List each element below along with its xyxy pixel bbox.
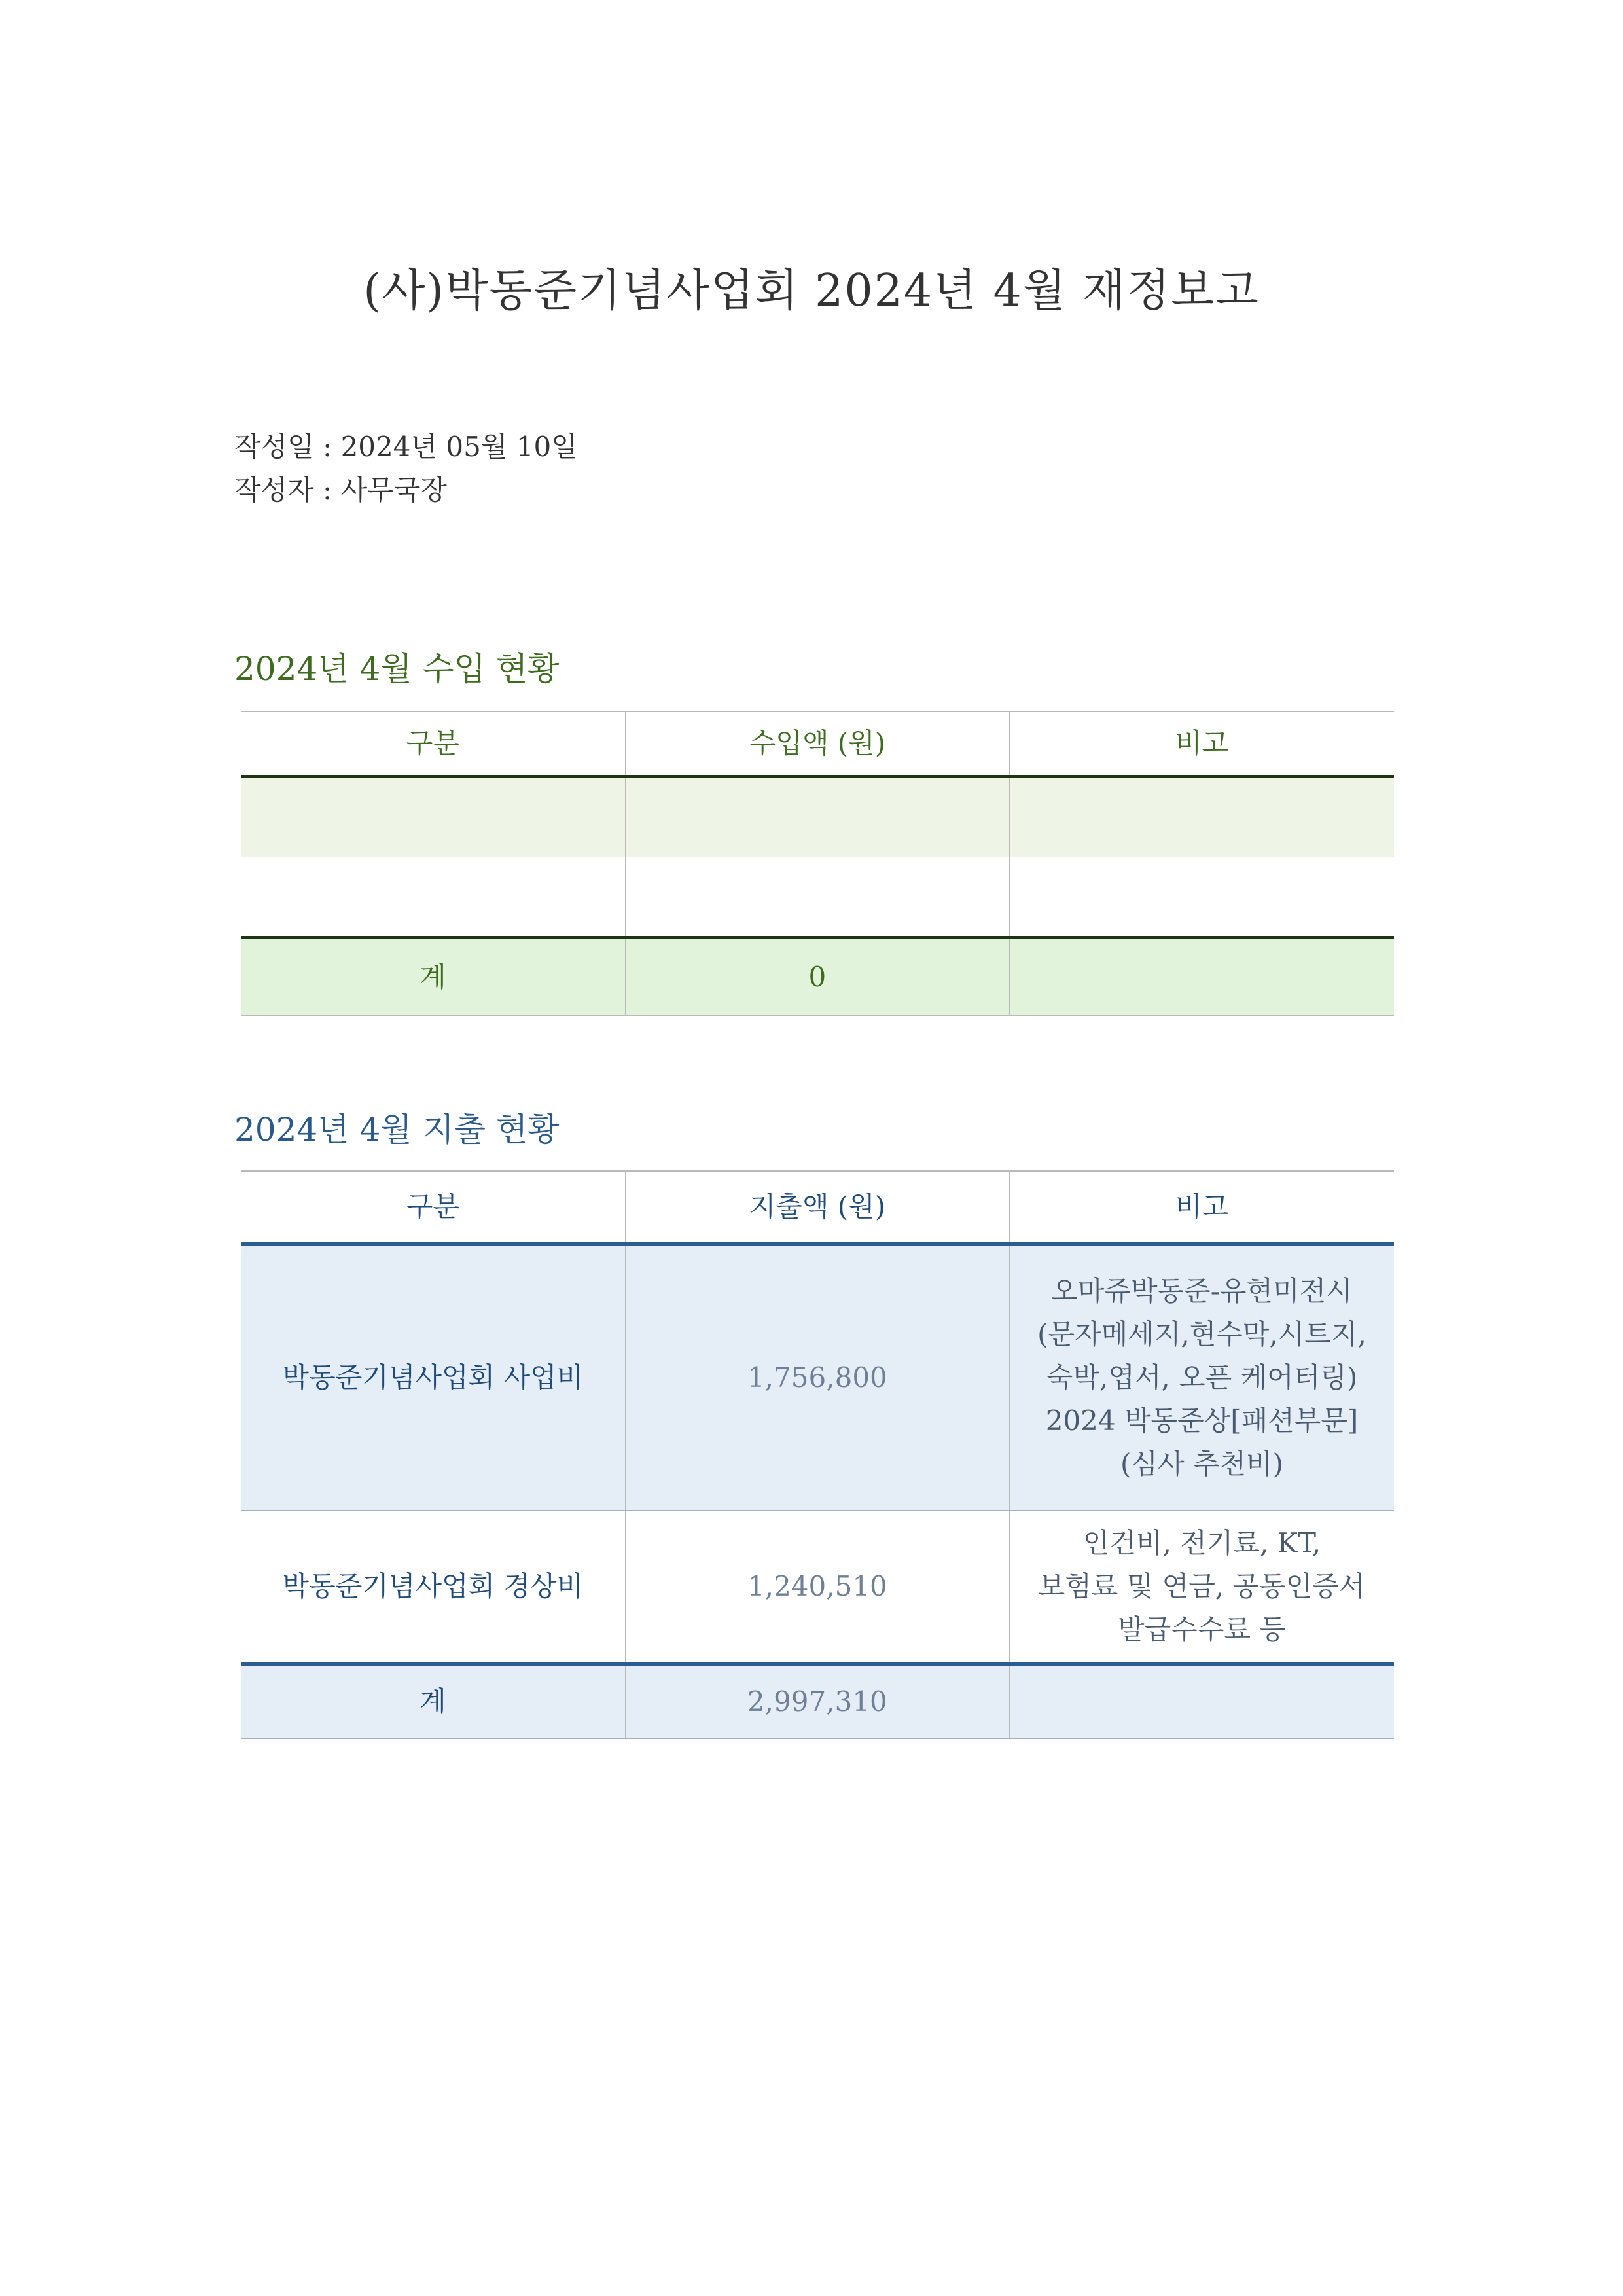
income-amount-cell <box>625 857 1009 938</box>
income-total-row <box>241 938 1394 1016</box>
expense-section-title: 2024년 4월 지출 현황 <box>234 1111 560 1149</box>
income-header-note: 비고 <box>1010 711 1394 777</box>
expense-amount-cell: 1,240,510 <box>625 1511 1009 1664</box>
income-amount-cell <box>625 777 1009 857</box>
expense-header-note: 비고 <box>1010 1171 1394 1244</box>
expense-total-amount: 2,997,310 <box>625 1664 1009 1739</box>
income-section-title: 2024년 4월 수입 현황 <box>234 650 560 688</box>
income-note-cell <box>1010 777 1394 857</box>
expense-table <box>241 1170 1394 1739</box>
income-note-cell <box>1010 857 1394 938</box>
date-line: 작성일 : 2024년 05월 10일 <box>234 431 578 463</box>
expense-total-note <box>1010 1664 1394 1739</box>
expense-note-cell: 인건비, 전기료, KT, 보험료 및 연금, 공동인증서 발급수수료 등 <box>1010 1511 1394 1664</box>
expense-header-category: 구분 <box>241 1171 625 1244</box>
income-category-cell <box>241 777 625 857</box>
income-total-label: 계 <box>241 938 625 1016</box>
table-row <box>241 1244 1394 1511</box>
income-category-cell <box>241 857 625 938</box>
expense-amount-cell: 1,756,800 <box>625 1244 1009 1511</box>
expense-category-cell: 박동준기념사업회 사업비 <box>241 1244 625 1511</box>
income-total-amount: 0 <box>625 938 1009 1016</box>
table-row <box>241 1511 1394 1664</box>
income-total-note <box>1010 938 1394 1016</box>
income-header-amount: 수입액 (원) <box>625 711 1009 777</box>
expense-total-row <box>241 1664 1394 1739</box>
expense-category-cell: 박동준기념사업회 경상비 <box>241 1511 625 1664</box>
income-header-category: 구분 <box>241 711 625 777</box>
income-header-row <box>241 711 1394 777</box>
expense-note-cell: 오마쥬박동준-유현미전시 (문자메세지,현수막,시트지, 숙박,엽서, 오픈 케어터링) 2024 박동준상[패션부문] (심사 추천비) <box>1010 1244 1394 1511</box>
income-table <box>241 711 1394 1016</box>
document-title: (사)박동준기념사업회 2024년 4월 재정보고 <box>363 265 1260 317</box>
expense-header-amount: 지출액 (원) <box>625 1171 1009 1244</box>
author-line: 작성자 : 사무국장 <box>234 474 447 506</box>
expense-header-row <box>241 1171 1394 1244</box>
table-row <box>241 777 1394 857</box>
table-row <box>241 857 1394 938</box>
expense-total-label: 계 <box>241 1664 625 1739</box>
